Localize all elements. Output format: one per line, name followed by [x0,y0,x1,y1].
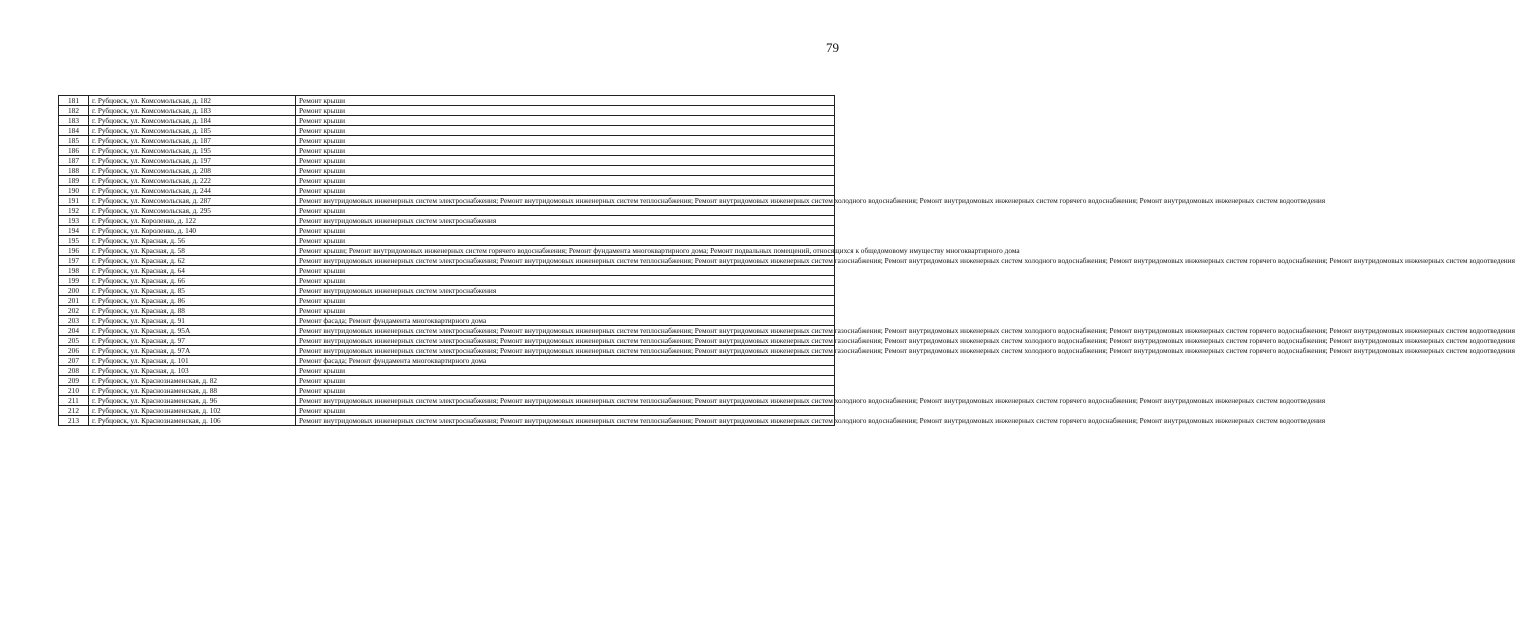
page-number: 79 [826,40,839,55]
row-number: 187 [59,156,89,166]
table-row [59,276,835,286]
row-address: г. Рубцовск, ул. Комсомольская, д. 244 [89,186,296,196]
row-number: 183 [59,116,89,126]
table-row [59,116,835,126]
row-number: 182 [59,106,89,116]
row-number: 199 [59,276,89,286]
row-work-type: Ремонт крыши; Ремонт внутридомовых инженерных систем горячего водоснабжения; Ремонт фундамента многоквартирного дома; Ремонт подвальных помещений, относящихся к общедомовому имуществу многоквартирного дома [296,246,835,256]
row-work-type: Ремонт внутридомовых инженерных систем электроснабжения; Ремонт внутридомовых инженерных систем теплоснабжения; Ремонт внутридомовых инженерных систем газоснабжения; Ремонт внутридомовых инженерных систем холодного водоснабжения; Ремонт внутридомовых инженерных систем горячего водоснабжения; Ремонт внутридомовых инженерных систем водоотведения [296,256,835,266]
row-address: г. Рубцовск, ул. Красная, д. 95А [89,326,296,336]
row-number: 191 [59,196,89,206]
table-row [59,166,835,176]
row-number: 205 [59,336,89,346]
row-address: г. Рубцовск, ул. Красная, д. 101 [89,356,296,366]
row-address: г. Рубцовск, ул. Краснознаменская, д. 102 [89,406,296,416]
row-work-type: Ремонт внутридомовых инженерных систем электроснабжения; Ремонт внутридомовых инженерных систем теплоснабжения; Ремонт внутридомовых инженерных систем газоснабжения; Ремонт внутридомовых инженерных систем холодного водоснабжения; Ремонт внутридомовых инженерных систем горячего водоснабжения; Ремонт внутридомовых инженерных систем водоотведения [296,326,835,336]
row-address: г. Рубцовск, ул. Краснознаменская, д. 88 [89,386,296,396]
table-row [59,416,835,426]
row-number: 192 [59,206,89,216]
row-address: г. Рубцовск, ул. Комсомольская, д. 182 [89,96,296,106]
row-work-type: Ремонт внутридомовых инженерных систем электроснабжения; Ремонт внутридомовых инженерных систем теплоснабжения; Ремонт внутридомовых инженерных систем холодного водоснабжения; Ремонт внутридомовых инженерных систем горячего водоснабжения; Ремонт внутридомовых инженерных систем водоотведения [296,416,835,426]
row-address: г. Рубцовск, ул. Красная, д. 58 [89,246,296,256]
row-address: г. Рубцовск, ул. Красная, д. 64 [89,266,296,276]
row-address: г. Рубцовск, ул. Красная, д. 86 [89,296,296,306]
table-row [59,356,835,366]
table-row [59,176,835,186]
row-work-type: Ремонт крыши [296,126,835,136]
table-row [59,406,835,416]
row-work-type: Ремонт крыши [296,276,835,286]
row-work-type: Ремонт крыши [296,376,835,386]
row-number: 209 [59,376,89,386]
table-row [59,196,835,206]
row-number: 201 [59,296,89,306]
row-address: г. Рубцовск, ул. Комсомольская, д. 185 [89,126,296,136]
table-row [59,106,835,116]
row-number: 196 [59,246,89,256]
row-number: 213 [59,416,89,426]
table-row [59,366,835,376]
row-work-type: Ремонт внутридомовых инженерных систем электроснабжения; Ремонт внутридомовых инженерных систем теплоснабжения; Ремонт внутридомовых инженерных систем газоснабжения; Ремонт внутридомовых инженерных систем холодного водоснабжения; Ремонт внутридомовых инженерных систем горячего водоснабжения; Ремонт внутридомовых инженерных систем водоотведения [296,346,835,356]
table-row [59,186,835,196]
table-row [59,266,835,276]
table-row [59,226,835,236]
table-row [59,376,835,386]
table-row [59,256,835,266]
row-number: 202 [59,306,89,316]
row-number: 208 [59,366,89,376]
row-address: г. Рубцовск, ул. Красная, д. 97А [89,346,296,356]
table-row [59,236,835,246]
table-row [59,206,835,216]
row-work-type: Ремонт внутридомовых инженерных систем электроснабжения; Ремонт внутридомовых инженерных систем теплоснабжения; Ремонт внутридомовых инженерных систем холодного водоснабжения; Ремонт внутридомовых инженерных систем горячего водоснабжения; Ремонт внутридомовых инженерных систем водоотведения [296,396,835,406]
row-work-type: Ремонт крыши [296,266,835,276]
table-row [59,246,835,256]
table-row [59,326,835,336]
row-number: 206 [59,346,89,356]
row-work-type: Ремонт фасада; Ремонт фундамента многоквартирного дома [296,316,835,326]
row-number: 197 [59,256,89,266]
row-address: г. Рубцовск, ул. Комсомольская, д. 183 [89,106,296,116]
table-row [59,306,835,316]
row-number: 193 [59,216,89,226]
row-address: г. Рубцовск, ул. Красная, д. 91 [89,316,296,326]
row-work-type: Ремонт крыши [296,136,835,146]
row-address: г. Рубцовск, ул. Комсомольская, д. 222 [89,176,296,186]
row-address: г. Рубцовск, ул. Комсомольская, д. 195 [89,146,296,156]
table-row [59,386,835,396]
row-number: 210 [59,386,89,396]
row-work-type: Ремонт крыши [296,296,835,306]
table-row [59,216,835,226]
row-work-type: Ремонт крыши [296,366,835,376]
row-number: 186 [59,146,89,156]
row-address: г. Рубцовск, ул. Короленко, д. 140 [89,226,296,236]
row-number: 200 [59,286,89,296]
row-address: г. Рубцовск, ул. Комсомольская, д. 295 [89,206,296,216]
row-work-type: Ремонт крыши [296,226,835,236]
table-row [59,146,835,156]
row-number: 189 [59,176,89,186]
table-row [59,156,835,166]
table-row [59,296,835,306]
row-work-type: Ремонт крыши [296,176,835,186]
row-work-type: Ремонт крыши [296,116,835,126]
row-address: г. Рубцовск, ул. Красная, д. 103 [89,366,296,376]
row-address: г. Рубцовск, ул. Короленко, д. 122 [89,216,296,226]
table-row [59,286,835,296]
row-address: г. Рубцовск, ул. Краснознаменская, д. 82 [89,376,296,386]
row-number: 212 [59,406,89,416]
table-row [59,96,835,106]
row-number: 207 [59,356,89,366]
row-address: г. Рубцовск, ул. Комсомольская, д. 287 [89,196,296,206]
row-number: 195 [59,236,89,246]
row-work-type: Ремонт крыши [296,166,835,176]
row-work-type: Ремонт крыши [296,236,835,246]
row-work-type: Ремонт крыши [296,306,835,316]
row-work-type: Ремонт крыши [296,386,835,396]
table-row [59,316,835,326]
repair-schedule-table [58,95,1515,426]
row-number: 190 [59,186,89,196]
row-address: г. Рубцовск, ул. Краснознаменская, д. 106 [89,416,296,426]
row-number: 211 [59,396,89,406]
table-row [59,346,835,356]
row-number: 203 [59,316,89,326]
row-address: г. Рубцовск, ул. Красная, д. 56 [89,236,296,246]
row-address: г. Рубцовск, ул. Красная, д. 66 [89,276,296,286]
table-row [59,396,835,406]
row-number: 198 [59,266,89,276]
row-number: 185 [59,136,89,146]
row-work-type: Ремонт внутридомовых инженерных систем электроснабжения; Ремонт внутридомовых инженерных систем теплоснабжения; Ремонт внутридомовых инженерных систем газоснабжения; Ремонт внутридомовых инженерных систем холодного водоснабжения; Ремонт внутридомовых инженерных систем горячего водоснабжения; Ремонт внутридомовых инженерных систем водоотведения [296,336,835,346]
row-work-type: Ремонт внутридомовых инженерных систем электроснабжения; Ремонт внутридомовых инженерных систем теплоснабжения; Ремонт внутридомовых инженерных систем холодного водоснабжения; Ремонт внутридомовых инженерных систем горячего водоснабжения; Ремонт внутридомовых инженерных систем водоотведения [296,196,835,206]
row-work-type: Ремонт крыши [296,96,835,106]
row-number: 188 [59,166,89,176]
row-work-type: Ремонт фасада; Ремонт фундамента многоквартирного дома [296,356,835,366]
row-work-type: Ремонт крыши [296,156,835,166]
row-number: 194 [59,226,89,236]
table-row [59,136,835,146]
table-row [59,126,835,136]
row-address: г. Рубцовск, ул. Красная, д. 85 [89,286,296,296]
row-address: г. Рубцовск, ул. Комсомольская, д. 197 [89,156,296,166]
row-address: г. Рубцовск, ул. Красная, д. 62 [89,256,296,266]
row-number: 181 [59,96,89,106]
table-row [59,336,835,346]
row-number: 204 [59,326,89,336]
row-work-type: Ремонт крыши [296,406,835,416]
row-address: г. Рубцовск, ул. Красная, д. 88 [89,306,296,316]
row-address: г. Рубцовск, ул. Комсомольская, д. 187 [89,136,296,146]
row-work-type: Ремонт внутридомовых инженерных систем электроснабжения [296,286,835,296]
row-work-type: Ремонт крыши [296,206,835,216]
row-address: г. Рубцовск, ул. Краснознаменская, д. 96 [89,396,296,406]
row-address: г. Рубцовск, ул. Комсомольская, д. 184 [89,116,296,126]
row-address: г. Рубцовск, ул. Красная, д. 97 [89,336,296,346]
row-work-type: Ремонт крыши [296,106,835,116]
row-number: 184 [59,126,89,136]
row-work-type: Ремонт внутридомовых инженерных систем электроснабжения [296,216,835,226]
row-work-type: Ремонт крыши [296,146,835,156]
table-body [59,96,1515,426]
row-work-type: Ремонт крыши [296,186,835,196]
row-address: г. Рубцовск, ул. Комсомольская, д. 208 [89,166,296,176]
